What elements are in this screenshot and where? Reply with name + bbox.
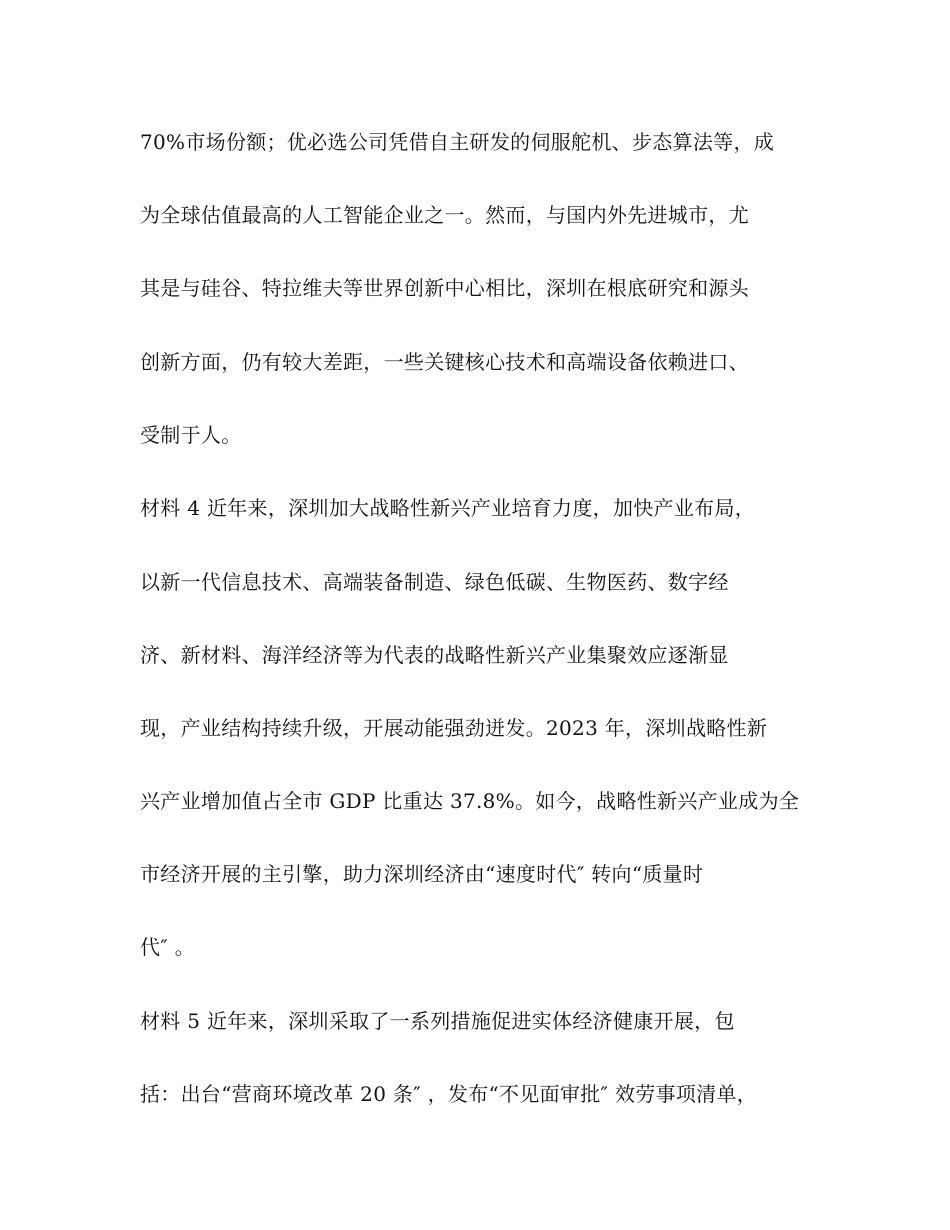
text-line-5: 受制于人。 [140,423,242,447]
text-line-2: 为全球估值最高的人工智能企业之一。然而，与国内外先进城市，尤 [140,203,749,227]
text-line-11: 市经济开展的主引擎，助力深圳经济由“速度时代″ 转向“质量时 [140,862,704,886]
text-line-4: 创新方面，仍有较大差距，一些关键核心技术和高端设备依赖进口、 [140,350,749,374]
text-line-3: 其是与硅谷、特拉维夫等世界创新中心相比，深圳在根底研究和源头 [140,276,749,300]
text-line-13: 材料 5 近年来，深圳采取了一系列措施促进实体经济健康开展，包 [140,1009,735,1033]
text-line-7: 以新一代信息技术、高端装备制造、绿色低碳、生物医药、数字经 [140,570,729,594]
text-line-6: 材料 4 近年来，深圳加大战略性新兴产业培育力度，加快产业布局， [140,496,756,520]
text-line-1: 70%市场份额；优必选公司凭借自主研发的伺服舵机、步态算法等，成 [140,130,775,154]
text-line-9: 现，产业结构持续升级，开展动能强劲迸发。2023 年，深圳战略性新 [140,716,768,740]
text-line-8: 济、新材料、海洋经济等为代表的战略性新兴产业集聚效应逐渐显 [140,643,729,667]
text-line-12: 代″ 。 [140,935,196,959]
text-line-10: 兴产业增加值占全市 GDP 比重达 37.8%。如今，战略性新兴产业成为全 [140,789,800,813]
text-line-14: 括：出台“营商环境改革 20 条″ ，发布“不见面审批″ 效劳事项清单， [140,1082,758,1106]
